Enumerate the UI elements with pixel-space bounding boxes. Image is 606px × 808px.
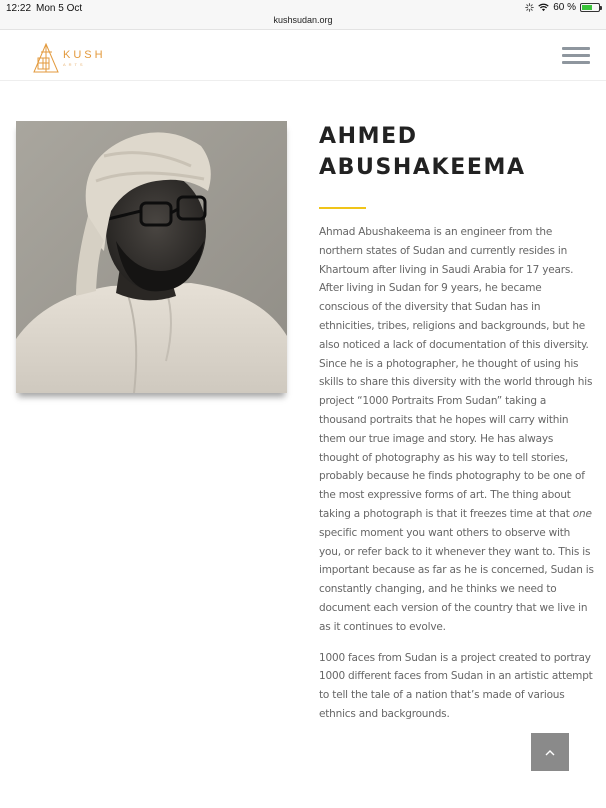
profile-portrait	[16, 121, 287, 393]
profile-name-last: ABUSHAKEEMA	[319, 155, 526, 180]
status-date: Mon 5 Oct	[36, 3, 83, 14]
scroll-to-top-button[interactable]	[531, 733, 569, 771]
logo-wordmark: KUSH	[63, 48, 106, 61]
site-header	[0, 30, 606, 81]
wifi-icon	[538, 3, 549, 12]
bio-paragraph-1: Ahmad Abushakeema is an engineer from the northern states of Sudan and currently resides in Khartoum after living in Saudi Arabia for 17 years. After living in Sudan for 9 years, he became conscious of the diversity that Sudan has in ethnicities, tribes, religions and backgrounds, but he also noticed a lack of documentation of this diversity. Since he is a photographer, he thought of using his skills to share this diversity with the world through his project “1000 Portraits From Sudan” taking a thousand portraits that he hopes will carry within them our true image and story. He has always thought of photography as his way to tell stories, probably because he finds photography to be one of the most expressive forms of art. The thing about taking a photograph is that it freezes time at that one specific moment you want others to observe with you, or refer back to it whenever they want to. This is important because as far as he is concerned, Sudan is constantly changing, and he thinks we need to document each version of the country that we live in as it continues to evolve.	[319, 226, 594, 633]
status-bar	[0, 0, 606, 30]
battery-level-fill	[582, 5, 592, 10]
accent-divider	[319, 207, 366, 209]
hamburger-menu-icon[interactable]	[562, 47, 590, 65]
loading-spinner-icon	[525, 3, 534, 12]
portrait-photo	[16, 121, 287, 393]
status-indicators	[525, 2, 600, 13]
address-bar-url[interactable]: kushsudan.org	[273, 15, 333, 25]
status-time: 12:22	[6, 3, 32, 14]
profile-name-first: AHMED	[319, 124, 418, 149]
battery-icon	[580, 3, 600, 12]
profile-name	[319, 121, 594, 183]
kush-logo-icon	[33, 43, 59, 73]
site-logo[interactable]	[33, 43, 106, 73]
logo-subtext: ARTS	[63, 61, 86, 67]
bio-paragraph-2: 1000 faces from Sudan is a project created to portray 1000 different faces from Sudan in an artistic attempt to tell the tale of a nation that’s made of various ethnics and backgrounds.	[319, 651, 593, 720]
profile-bio	[319, 121, 594, 724]
battery-percentage: 60 %	[553, 2, 576, 13]
chevron-up-icon	[545, 749, 555, 756]
